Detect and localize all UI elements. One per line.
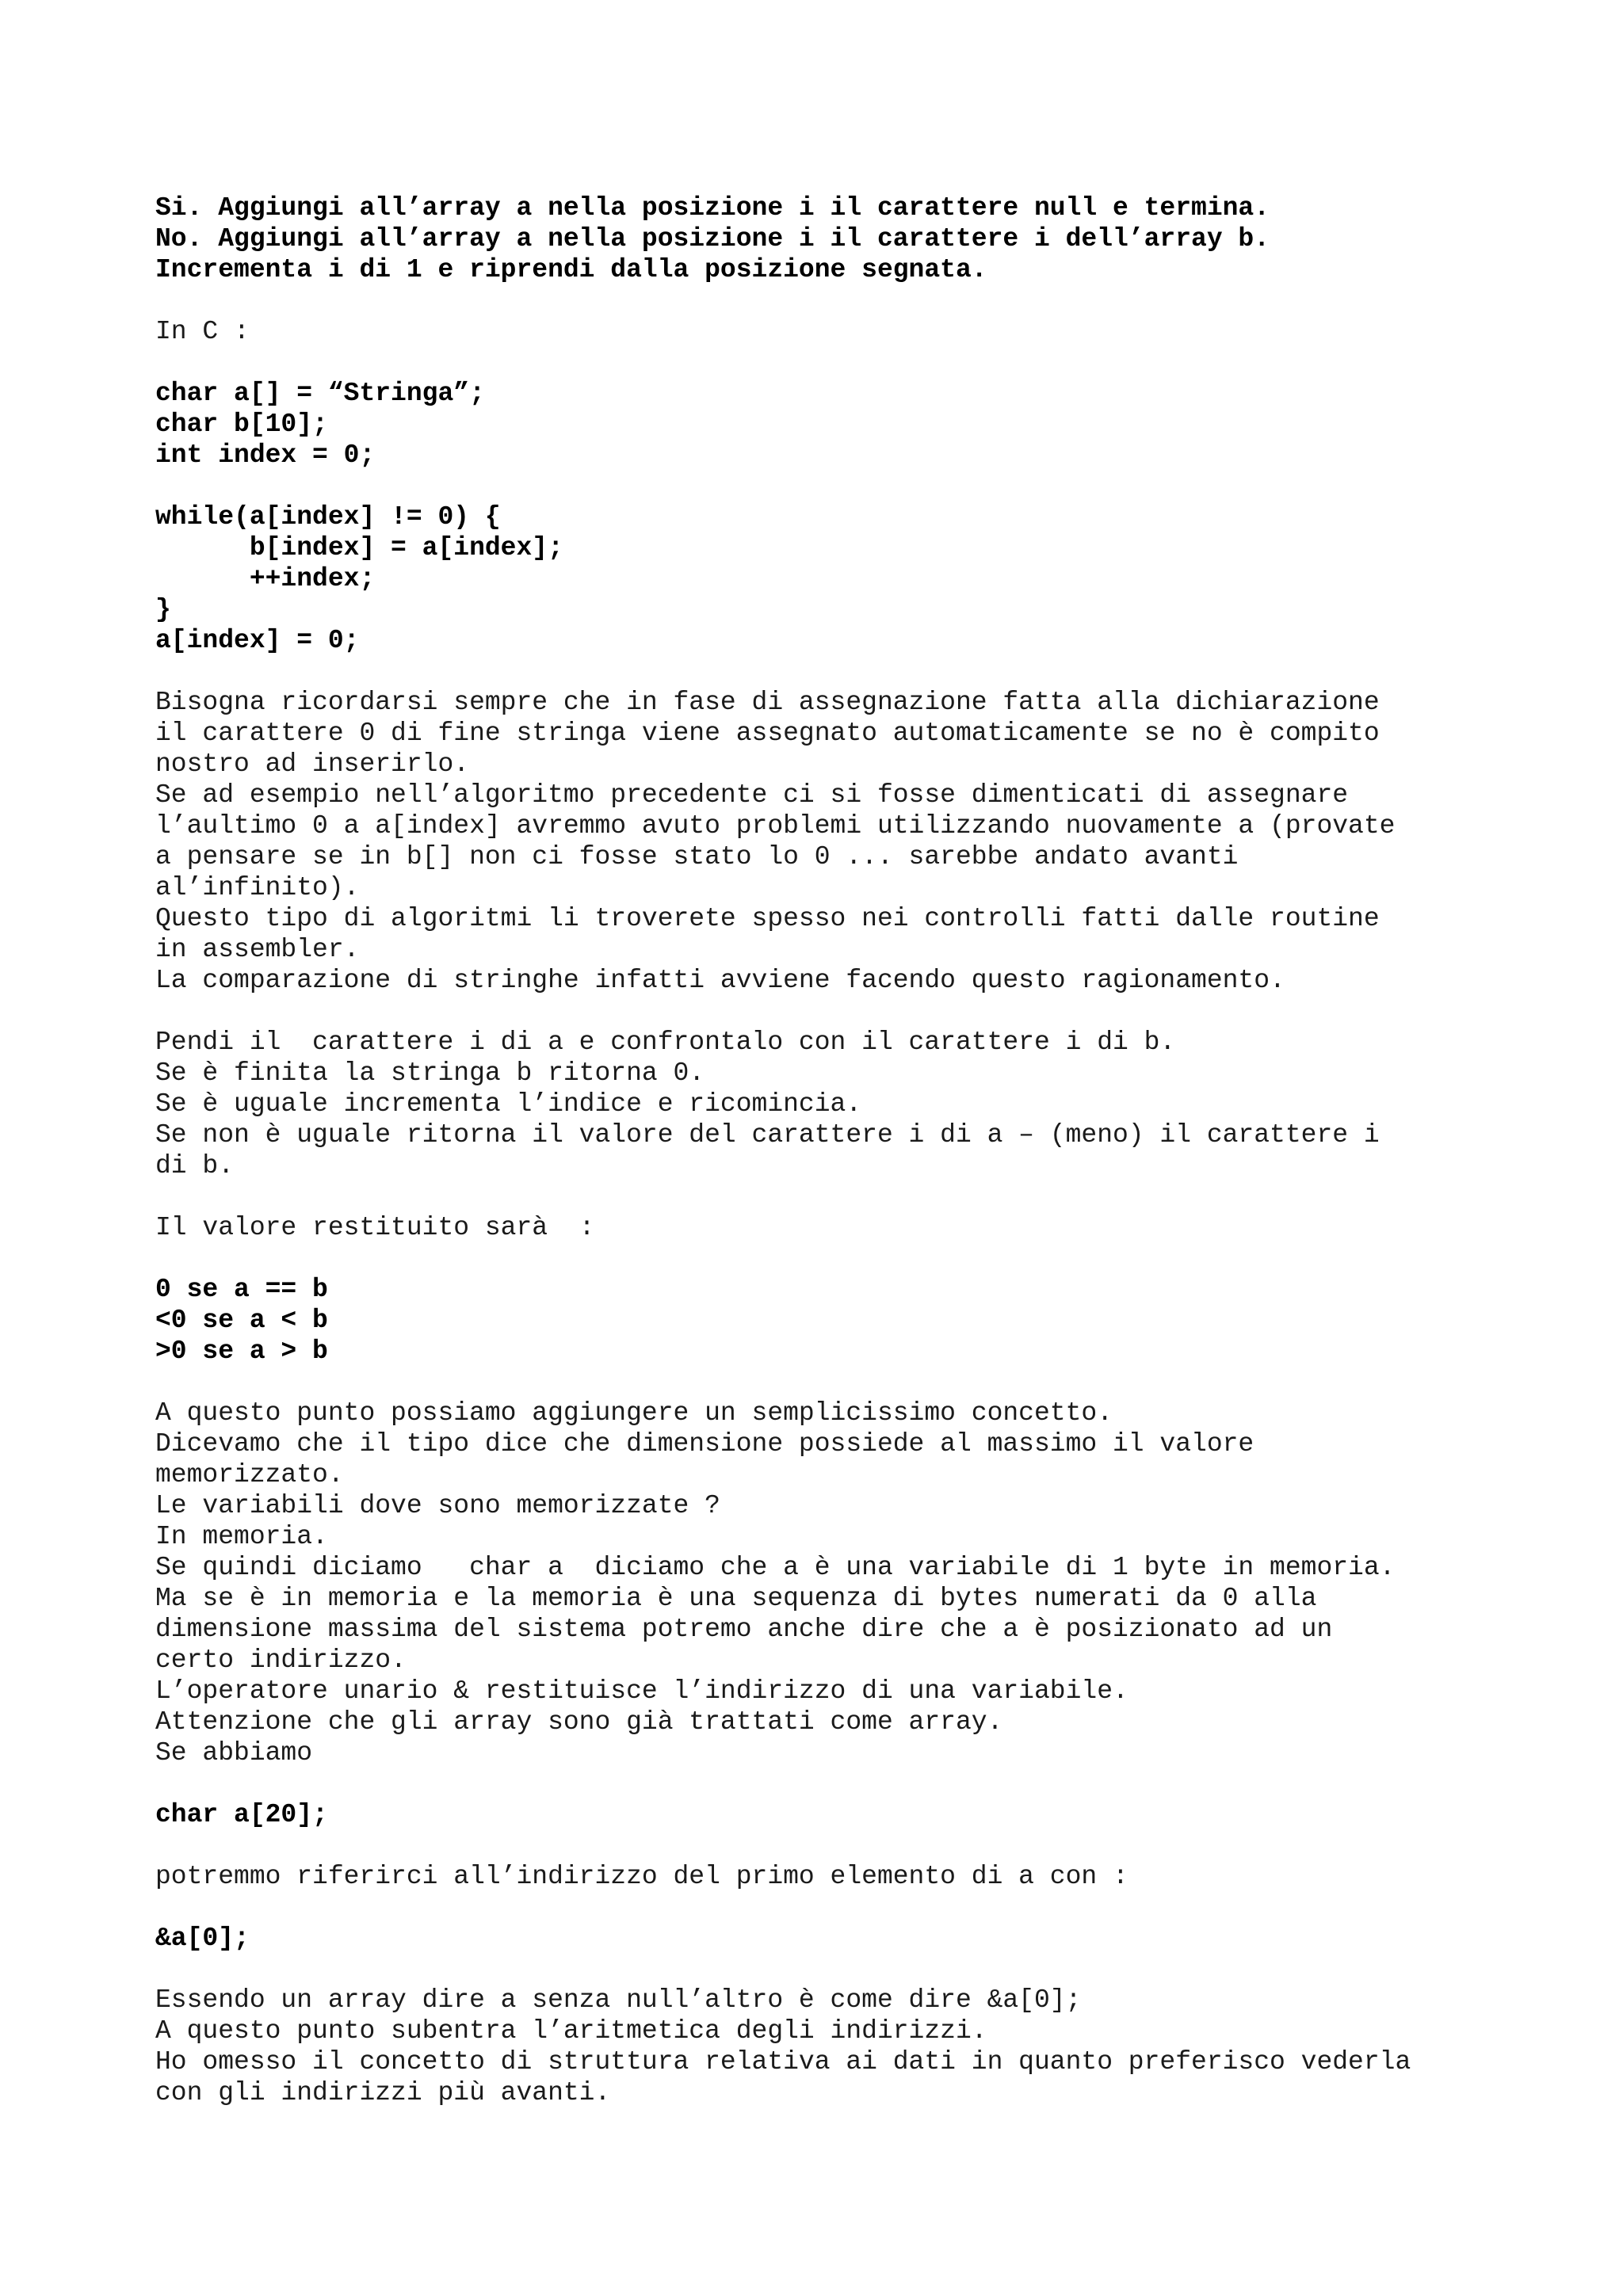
intro-step-line: Si. Aggiungi all’array a nella posizione i il carattere null e termina. — [155, 193, 1270, 223]
paragraph-address-arithmetic — [155, 1985, 1550, 2108]
return-value-heading — [155, 1212, 1550, 1243]
text-line: Se ad esempio nell’algoritmo precedente ci si fosse dimenticati di assegnare — [155, 780, 1349, 810]
return-value-line: 0 se a == b — [155, 1275, 328, 1304]
text-line: il carattere 0 di fine stringa viene assegnato automaticamente se no è compito — [155, 719, 1380, 748]
paragraph-memory — [155, 1398, 1550, 1768]
code-line: b[index] = a[index]; — [155, 533, 563, 563]
code-address — [155, 1923, 1550, 1954]
intro-step-line: Incrementa i di 1 e riprendi dalla posizione segnata. — [155, 255, 987, 284]
code-line: } — [155, 595, 171, 624]
text-line: Le variabili dove sono memorizzate ? — [155, 1491, 720, 1520]
text-line: certo indirizzo. — [155, 1646, 407, 1675]
text-line: Bisogna ricordarsi sempre che in fase di assegnazione fatta alla dichiarazione — [155, 688, 1380, 717]
text-line: a pensare se in b[] non ci fosse stato lo 0 ... sarebbe andato avanti — [155, 842, 1239, 871]
return-values — [155, 1274, 1550, 1367]
text-line: A questo punto possiamo aggiungere un semplicissimo concetto. — [155, 1398, 1113, 1428]
text-line: In memoria. — [155, 1522, 328, 1551]
text-line: Ma se è in memoria e la memoria è una sequenza di bytes numerati da 0 alla — [155, 1584, 1317, 1613]
text-line: al’infinito). — [155, 873, 360, 902]
text-line: Se abbiamo — [155, 1738, 313, 1768]
text-line: in assembler. — [155, 935, 360, 964]
text-line: Se è uguale incrementa l’indice e ricomincia. — [155, 1089, 862, 1119]
text-line: Se è finita la stringa b ritorna 0. — [155, 1058, 705, 1088]
text-line: l’aultimo 0 a a[index] avremmo avuto problemi utilizzando nuovamente a (provate — [155, 811, 1396, 841]
text-line: L’operatore unario & restituisce l’indirizzo di una variabile. — [155, 1676, 1128, 1706]
in-c-heading — [155, 316, 1550, 347]
code-line: char a[] = “Stringa”; — [155, 379, 485, 408]
intro-steps — [155, 193, 1550, 285]
text-line: nostro ad inserirlo. — [155, 749, 470, 779]
code-declarations — [155, 378, 1550, 471]
document-page — [155, 193, 1550, 2139]
text-line: Questo tipo di algoritmi li troverete spesso nei controlli fatti dalle routine — [155, 904, 1380, 933]
code-line: a[index] = 0; — [155, 626, 360, 655]
return-value-line: <0 se a < b — [155, 1306, 328, 1335]
code-line: while(a[index] != 0) { — [155, 502, 501, 532]
text-line: con gli indirizzi più avanti. — [155, 2078, 611, 2107]
text-line: memorizzato. — [155, 1460, 344, 1489]
in-c-label: In C : — [155, 317, 250, 346]
code-line: &a[0]; — [155, 1924, 250, 1953]
text-line: Dicevamo che il tipo dice che dimensione possiede al massimo il valore — [155, 1429, 1254, 1459]
code-loop — [155, 502, 1550, 656]
text-line: A questo punto subentra l’aritmetica degli indirizzi. — [155, 2016, 987, 2046]
text-line: Se non è uguale ritorna il valore del carattere i di a – (meno) il carattere i — [155, 1120, 1380, 1150]
paragraph-null-terminator — [155, 687, 1550, 996]
text-line: Se quindi diciamo char a diciamo che a è una variabile di 1 byte in memoria. — [155, 1553, 1396, 1582]
code-line: char b[10]; — [155, 410, 328, 439]
code-line: char a[20]; — [155, 1800, 328, 1829]
code-line: int index = 0; — [155, 441, 376, 470]
text-line: Attenzione che gli array sono già trattati come array. — [155, 1707, 1003, 1737]
text-line: Pendi il carattere i di a e confrontalo con il carattere i di b. — [155, 1028, 1176, 1057]
text-line: di b. — [155, 1151, 235, 1180]
text-line: potremmo riferirci all’indirizzo del primo elemento di a con : — [155, 1862, 1128, 1891]
code-line: ++index; — [155, 564, 376, 593]
paragraph-string-compare — [155, 1027, 1550, 1181]
return-value-line: >0 se a > b — [155, 1337, 328, 1366]
text-line: Ho omesso il concetto di struttura relativa ai dati in quanto preferisco vederla — [155, 2047, 1411, 2077]
text-line: dimensione massima del sistema potremo anche dire che a è posizionato ad un — [155, 1615, 1333, 1644]
intro-step-line: No. Aggiungi all’array a nella posizione i il carattere i dell’array b. — [155, 224, 1270, 254]
code-array-declaration — [155, 1799, 1550, 1830]
text-line: Essendo un array dire a senza null’altro è come dire &a[0]; — [155, 1985, 1082, 2015]
text-line: La comparazione di stringhe infatti avviene facendo questo ragionamento. — [155, 966, 1285, 995]
return-value-label: Il valore restituito sarà : — [155, 1213, 595, 1242]
address-sentence — [155, 1861, 1550, 1892]
